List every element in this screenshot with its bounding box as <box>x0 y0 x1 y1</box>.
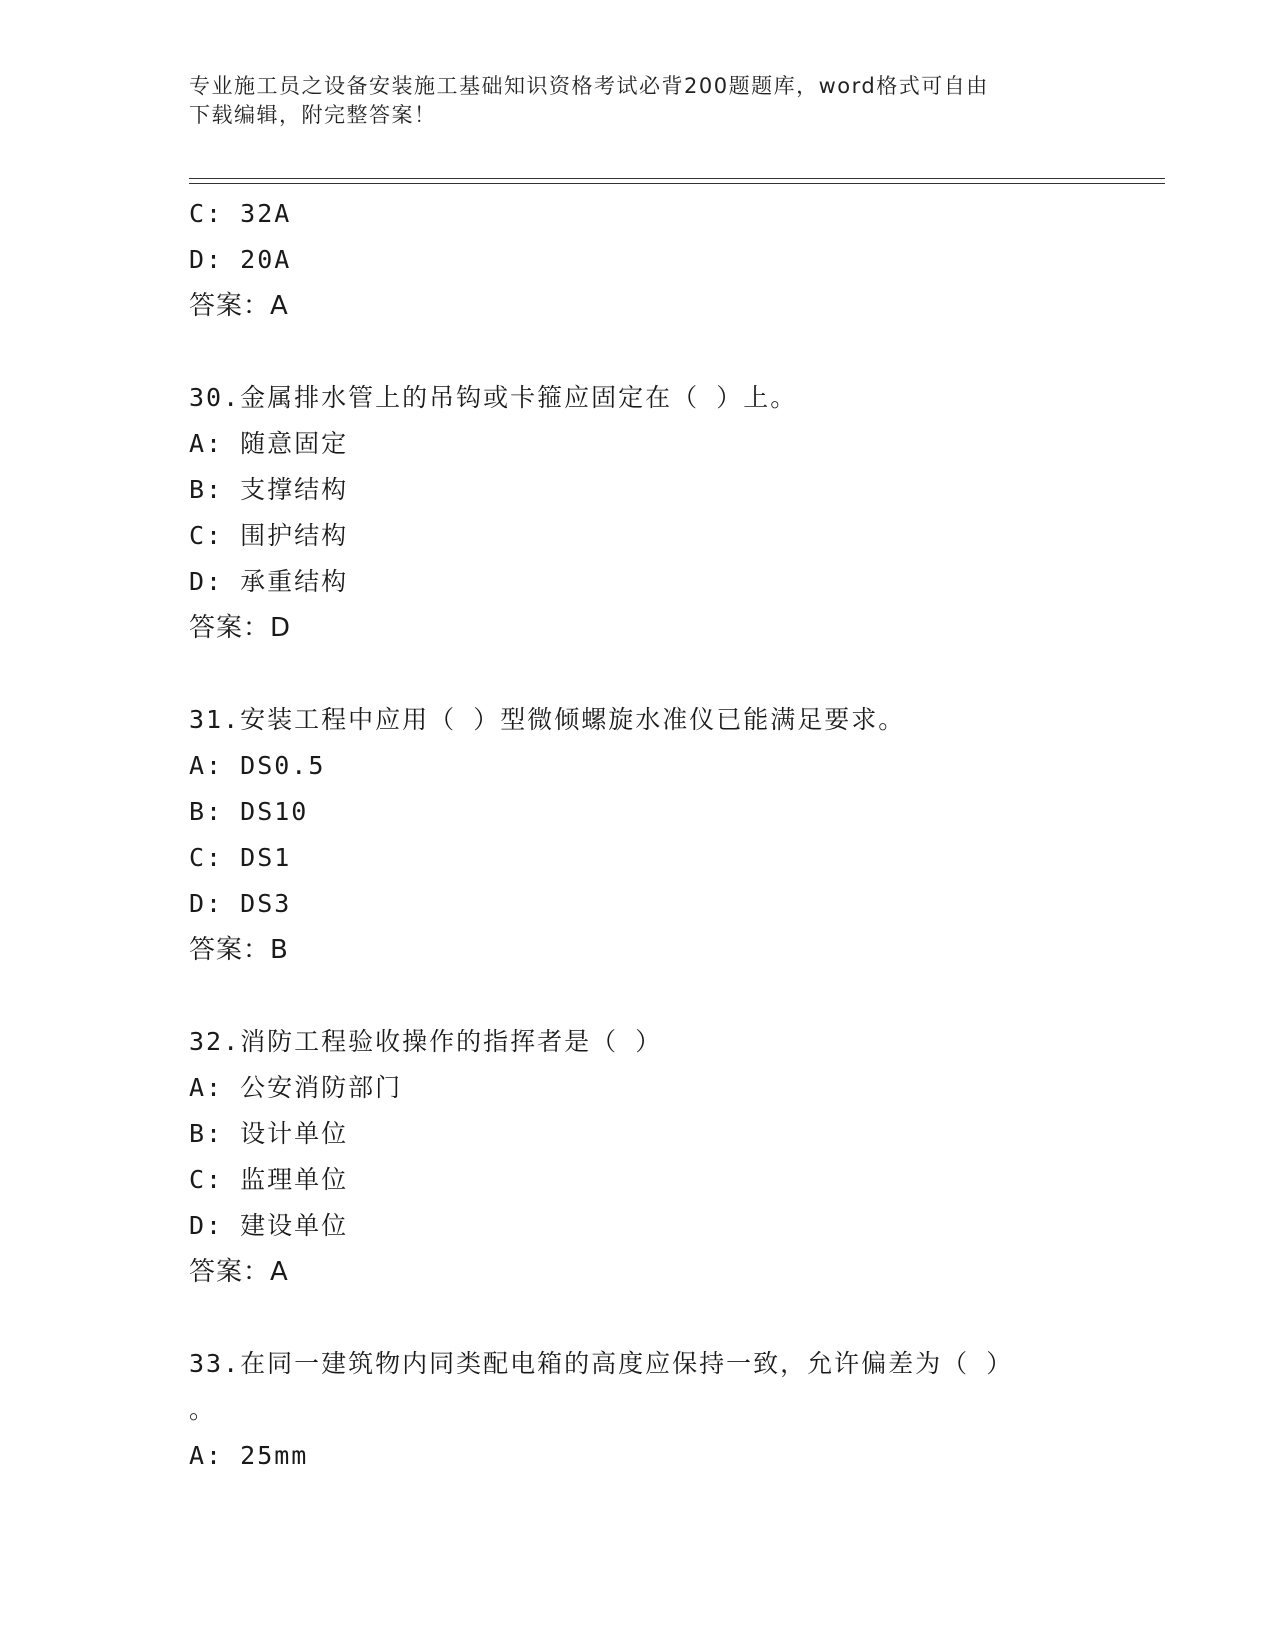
question-stem: 31.安装工程中应用（ ）型微倾螺旋水准仪已能满足要求。 <box>189 705 906 734</box>
option-b: B: DS10 <box>189 797 309 826</box>
question-stem: 33.在同一建筑物内同类配电箱的高度应保持一致，允许偏差为（ ） <box>189 1349 1014 1378</box>
option-a: A: DS0.5 <box>189 751 326 780</box>
answer-label: 答案：D <box>189 613 292 643</box>
option-a: A: 随意固定 <box>189 429 349 458</box>
question-31 <box>189 697 1149 973</box>
question-stem: 30.金属排水管上的吊钩或卡箍应固定在（ ）上。 <box>189 383 798 412</box>
header-divider-bottom <box>189 183 1165 184</box>
option-a: A: 公安消防部门 <box>189 1073 403 1102</box>
question-33 <box>189 1341 1149 1479</box>
option-d: D: 承重结构 <box>189 567 349 596</box>
option-c: C: DS1 <box>189 843 292 872</box>
answer-label: 答案：A <box>189 1257 289 1287</box>
document-header <box>189 72 1089 130</box>
option-c: C: 围护结构 <box>189 521 349 550</box>
answer-label: 答案：A <box>189 291 289 321</box>
option-a: A: 25mm <box>189 1441 309 1470</box>
option-c: C: 监理单位 <box>189 1165 349 1194</box>
question-stem-continuation: 。 <box>189 1395 217 1424</box>
question-list <box>189 191 1149 1479</box>
option-c: C: 32A <box>189 199 292 228</box>
option-b: B: 设计单位 <box>189 1119 349 1148</box>
option-d: D: 20A <box>189 245 292 274</box>
question-32 <box>189 1019 1149 1295</box>
header-divider-top <box>189 178 1165 179</box>
option-d: D: DS3 <box>189 889 292 918</box>
option-d: D: 建设单位 <box>189 1211 349 1240</box>
question-30 <box>189 375 1149 651</box>
header-line-1: 专业施工员之设备安装施工基础知识资格考试必背200题题库，word格式可自由 <box>189 74 989 98</box>
header-line-2: 下载编辑，附完整答案！ <box>189 103 437 127</box>
question-29-tail <box>189 191 1149 329</box>
answer-label: 答案：B <box>189 935 289 965</box>
question-stem: 32.消防工程验收操作的指挥者是（ ） <box>189 1027 663 1056</box>
option-b: B: 支撑结构 <box>189 475 349 504</box>
